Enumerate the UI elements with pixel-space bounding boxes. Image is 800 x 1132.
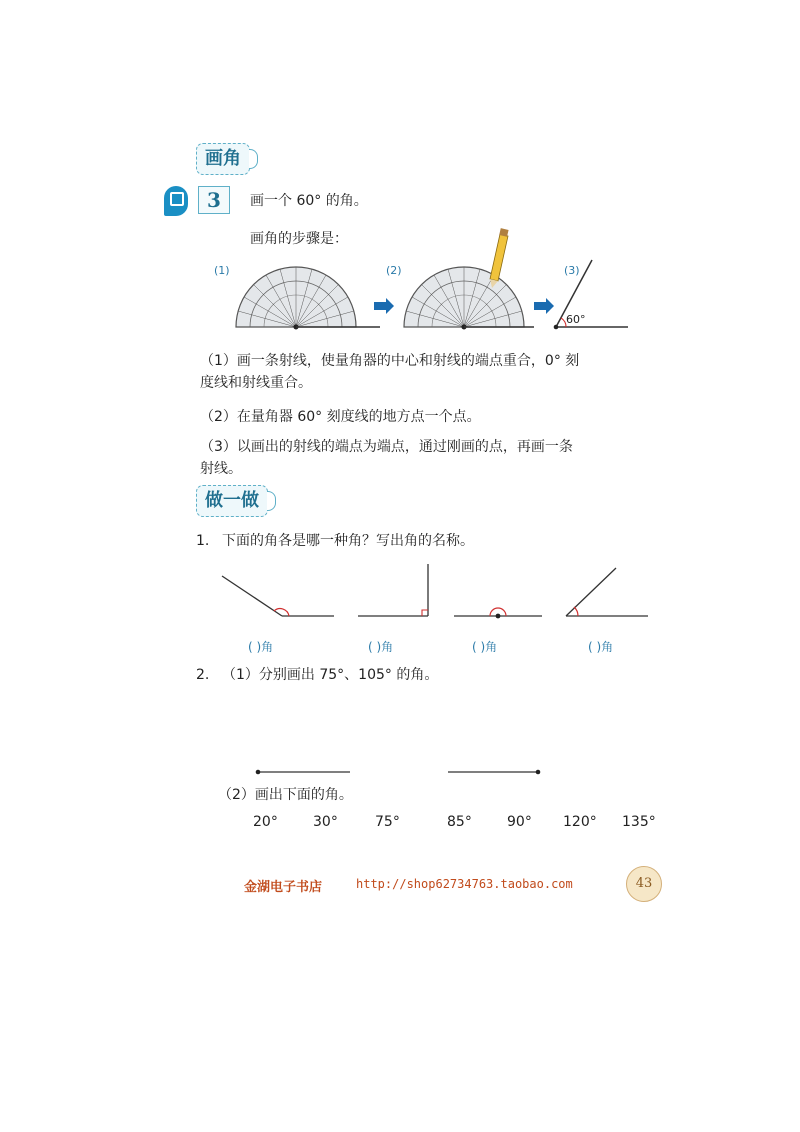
angle-value: 120° (563, 814, 597, 830)
angle-value: 90° (507, 814, 532, 830)
q2-part1: （1）分别画出 75°、105° 的角。 (222, 667, 439, 683)
step3-line1: （3）以画出的射线的端点为端点，通过刚画的点，再画一条 (200, 439, 573, 455)
protractor-diagram (200, 222, 640, 338)
angle-value: 75° (375, 814, 400, 830)
ray-2 (448, 770, 540, 775)
page-number: 43 (626, 866, 662, 902)
steps-title: 画角的步骤是： (250, 231, 348, 247)
arrow-icon (374, 298, 394, 314)
angle-value: 30° (313, 814, 338, 830)
blank-1[interactable]: ( )角 (248, 640, 274, 654)
q2-part2: （2）画出下面的角。 (218, 787, 353, 803)
angle-value: 135° (622, 814, 656, 830)
section-tag (196, 143, 250, 175)
step2: （2）在量角器 60° 刻度线的地方点一个点。 (200, 409, 481, 425)
practice-tag-label: 做一做 (205, 490, 259, 511)
straight-angle (454, 608, 542, 618)
step1-line1: （1）画一条射线，使量角器的中心和射线的端点重合，0° 刻 (200, 353, 580, 369)
blank-4[interactable]: ( )角 (588, 640, 614, 654)
example-prompt: 画一个 60° 的角。 (250, 193, 368, 209)
rays-figure (250, 764, 550, 780)
diagram-label-3: (3) (564, 264, 580, 277)
diagram-angle-label: 60° (566, 313, 586, 326)
footer-shop: 金湖电子书店 (244, 880, 323, 895)
section-tag-label: 画角 (205, 148, 241, 169)
q1-number: 1. (196, 533, 210, 549)
footer-url[interactable]: http://shop62734763.taobao.com (356, 877, 573, 891)
ray-1 (256, 770, 350, 775)
q2-number: 2. (196, 667, 210, 683)
practice-tag (196, 485, 268, 517)
step1-line2: 度线和射线重合。 (200, 375, 312, 391)
acute-angle (566, 568, 648, 616)
example-number: 3 (198, 186, 230, 214)
obtuse-angle (222, 576, 334, 616)
blank-3[interactable]: ( )角 (472, 640, 498, 654)
angle-value: 20° (253, 814, 278, 830)
diagram-label-2: (2) (386, 264, 402, 277)
right-angle (358, 564, 428, 616)
q1-text: 下面的角各是哪一种角？写出角的名称。 (222, 533, 474, 549)
diagram-label-1: (1) (214, 264, 230, 277)
angles-figure (210, 560, 670, 626)
bookmark-icon (164, 186, 188, 216)
angle-value: 85° (447, 814, 472, 830)
step3-line2: 射线。 (200, 461, 242, 477)
arrow-icon (534, 298, 554, 314)
blank-2[interactable]: ( )角 (368, 640, 394, 654)
